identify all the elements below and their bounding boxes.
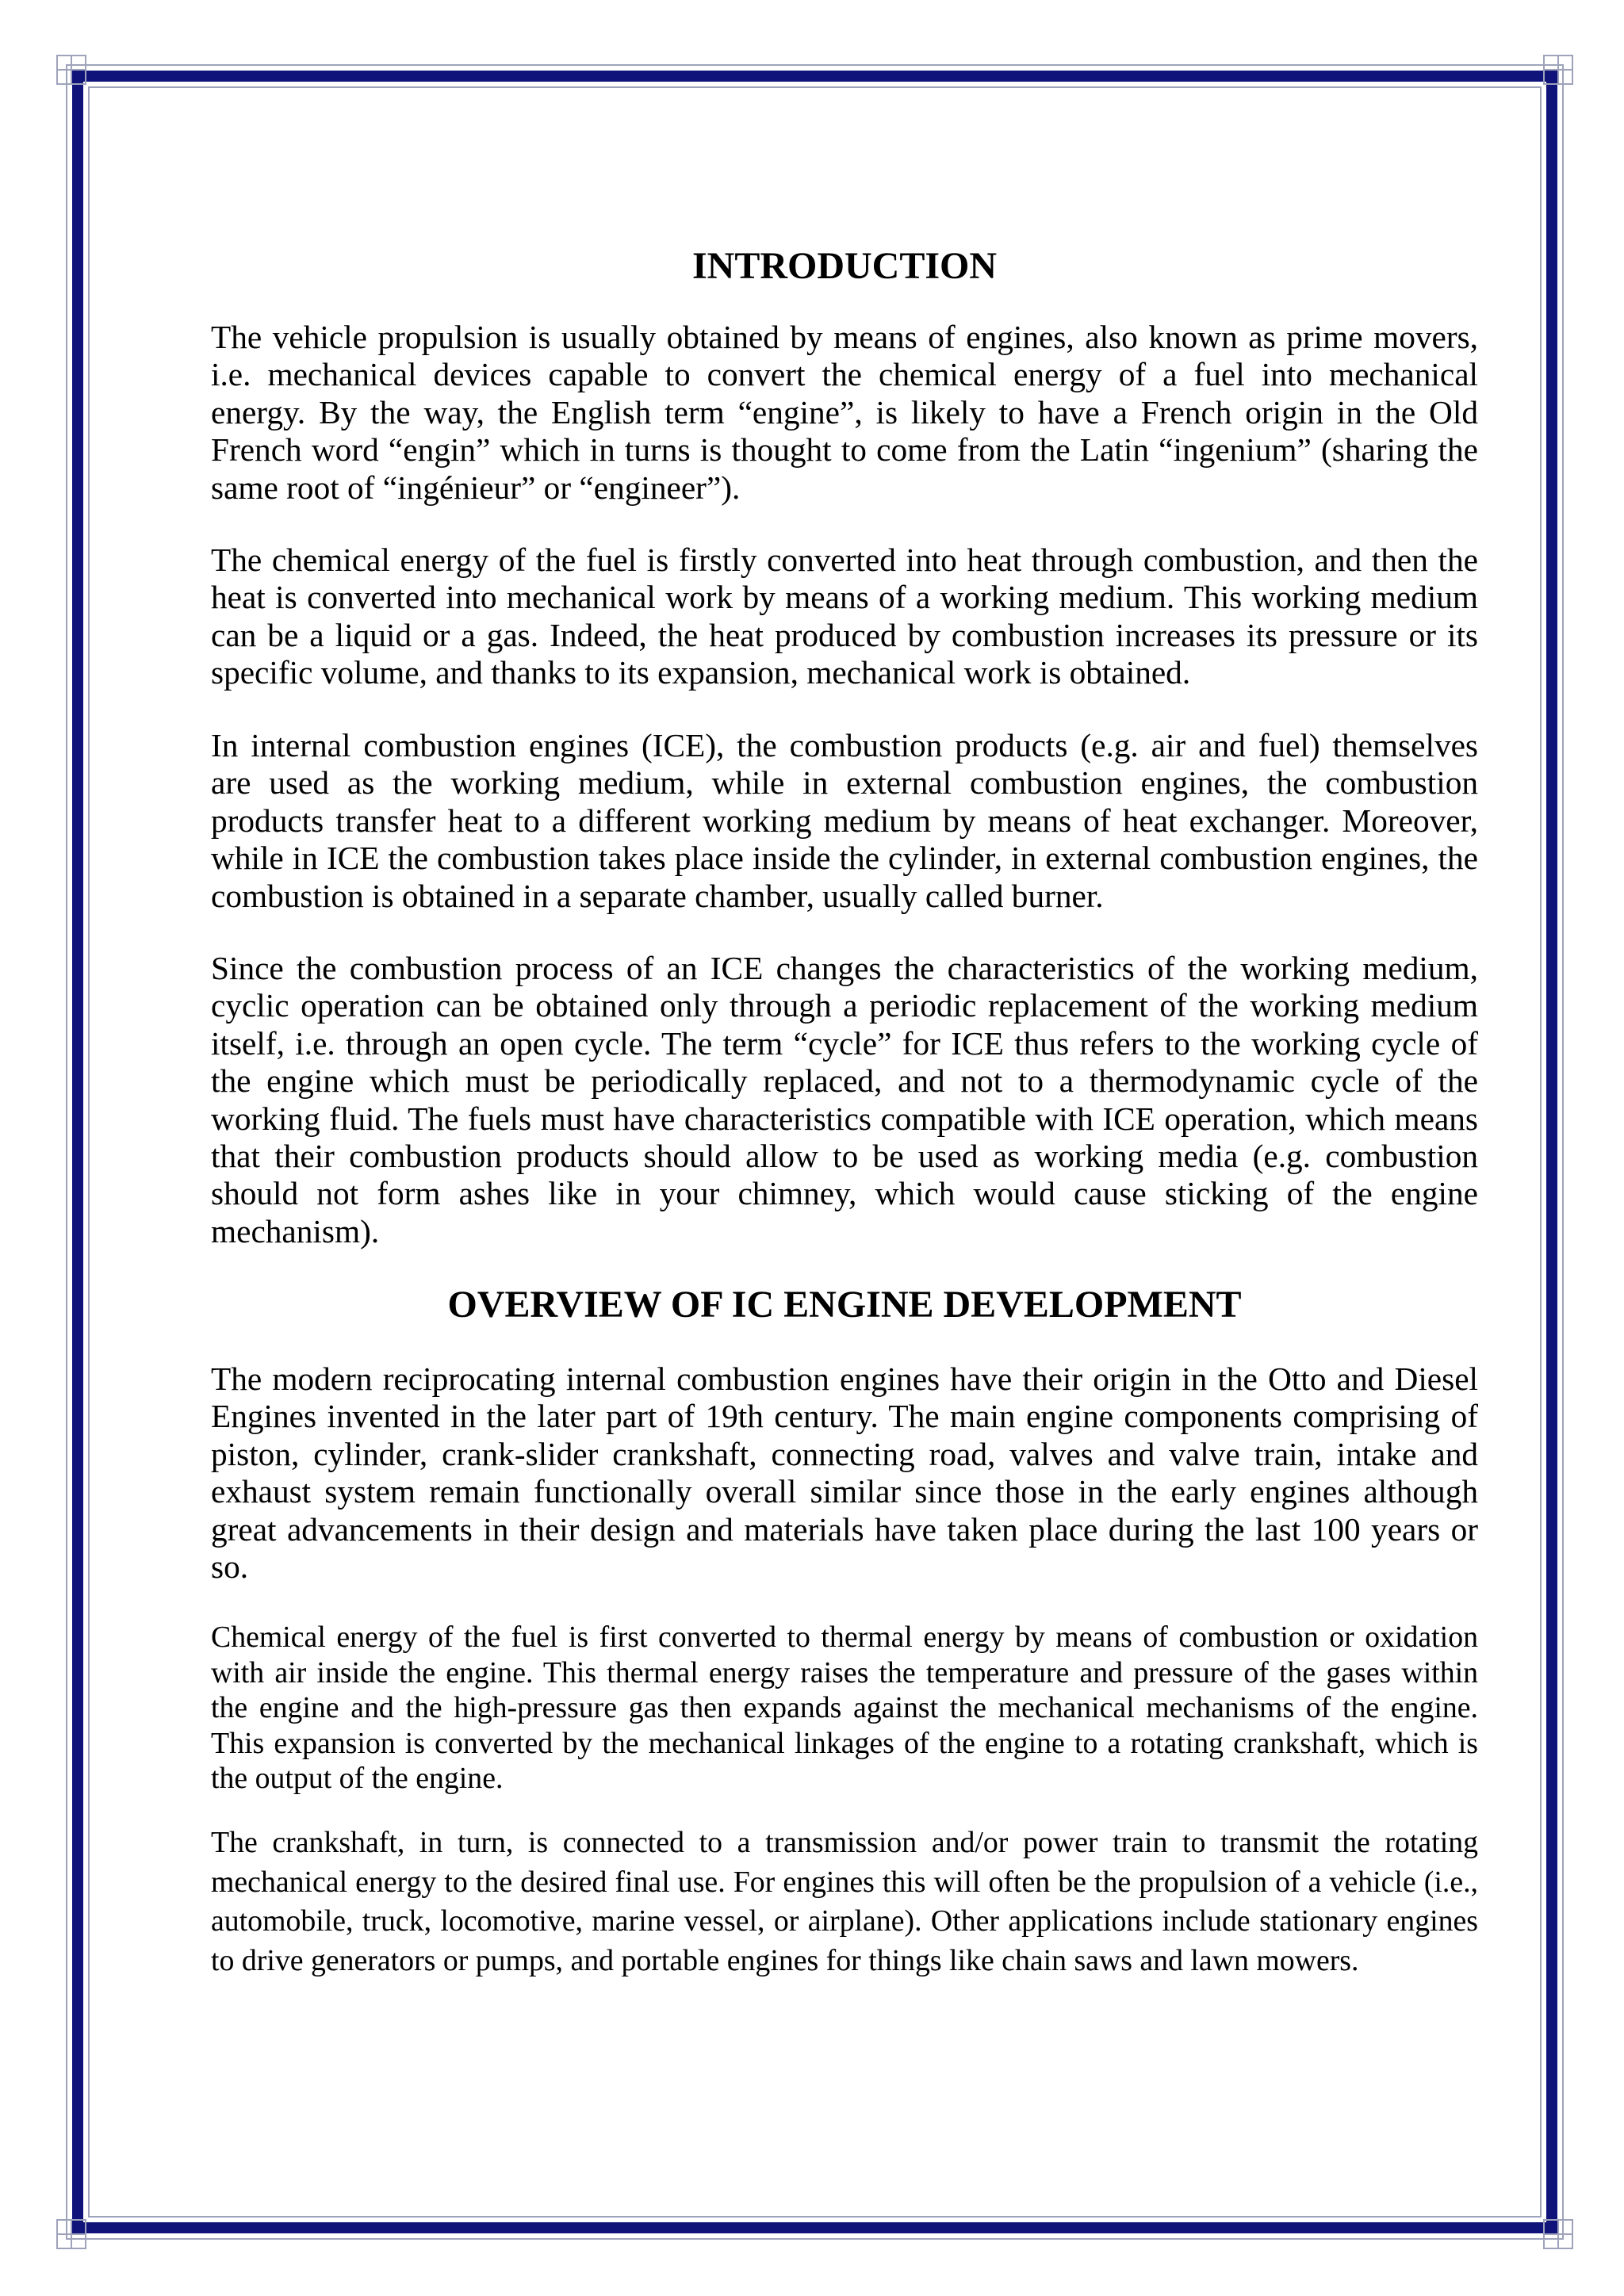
- text-line: The chemical energy of the fuel is firstly converted into heat through combustion, and then the: [211, 541, 1478, 578]
- text-line: exhaust system remain functionally overall similar since those in the early engines although: [211, 1473, 1478, 1510]
- text-line: automobile, truck, locomotive, marine vessel, or airplane). Other applications include stationary engines: [211, 1904, 1478, 1938]
- text-line: combustion is obtained in a separate chamber, usually called burner.: [211, 877, 1104, 914]
- intro-paragraph-2: [211, 541, 1478, 692]
- intro-paragraph-3: [211, 727, 1478, 915]
- text-line: so.: [211, 1548, 249, 1586]
- overview-paragraph-2: [211, 1620, 1478, 1797]
- text-line: products transfer heat to a different working medium by means of heat exchanger. Moreover,: [211, 802, 1478, 839]
- text-line: the engine and the high-pressure gas then expands against the mechanical mechanisms of the engine.: [211, 1691, 1478, 1725]
- text-line: The crankshaft, in turn, is connected to a transmission and/or power train to transmit the rotating: [211, 1826, 1478, 1859]
- section-title-overview: OVERVIEW OF IC ENGINE DEVELOPMENT: [447, 1284, 1242, 1326]
- text-line: energy. By the way, the English term “engine”, is likely to have a French origin in the Old: [211, 393, 1478, 430]
- text-line: that their combustion products should allow to be used as working media (e.g. combustion: [211, 1138, 1478, 1175]
- overview-paragraph-3: [211, 1823, 1478, 1980]
- text-line: should not form ashes like in your chimney, which would cause sticking of the engine: [211, 1175, 1478, 1212]
- text-line: itself, i.e. through an open cycle. The term “cycle” for ICE thus refers to the working cycle of: [211, 1024, 1478, 1062]
- text-line: with air inside the engine. This thermal energy raises the temperature and pressure of the gases within: [211, 1655, 1478, 1689]
- text-line: mechanism).: [211, 1212, 380, 1249]
- text-line: The modern reciprocating internal combustion engines have their origin in the Otto and Diesel: [211, 1360, 1478, 1397]
- intro-paragraph-1: [211, 319, 1478, 507]
- text-line: to drive generators or pumps, and portable engines for things like chain saws and lawn mowers.: [211, 1943, 1359, 1977]
- text-line: Since the combustion process of an ICE changes the characteristics of the working medium,: [211, 950, 1478, 986]
- text-line: Chemical energy of the fuel is first converted to thermal energy by means of combustion or oxidation: [211, 1621, 1478, 1654]
- overview-paragraph-1: [211, 1360, 1478, 1586]
- section-title-introduction: INTRODUCTION: [691, 245, 998, 287]
- text-line: can be a liquid or a gas. Indeed, the heat produced by combustion increases its pressure or its: [211, 616, 1478, 653]
- text-line: French word “engin” which in turns is thought to come from the Latin “ingenium” (sharing the: [211, 431, 1478, 469]
- text-line: heat is converted into mechanical work by means of a working medium. This working medium: [211, 579, 1478, 616]
- text-line: great advancements in their design and materials have taken place during the last 100 years or: [211, 1510, 1478, 1548]
- text-line: The vehicle propulsion is usually obtained by means of engines, also known as prime movers,: [211, 319, 1478, 355]
- text-line: while in ICE the combustion takes place inside the cylinder, in external combustion engines, the: [211, 840, 1478, 877]
- text-line: piston, cylinder, crank-slider crankshaft, connecting road, valves and valve train, intake and: [211, 1435, 1478, 1472]
- text-line: Engines invented in the later part of 19th century. The main engine components comprising of: [211, 1398, 1478, 1435]
- text-line: mechanical energy to the desired final use. For engines this will often be the propulsion of a vehicle (i.e.,: [211, 1865, 1478, 1899]
- text-line: This expansion is converted by the mechanical linkages of the engine to a rotating crankshaft, which is: [211, 1726, 1478, 1760]
- text-line: are used as the working medium, while in external combustion engines, the combustion: [211, 764, 1478, 802]
- text-line: cyclic operation can be obtained only through a periodic replacement of the working medium: [211, 987, 1478, 1024]
- text-line: i.e. mechanical devices capable to convert the chemical energy of a fuel into mechanical: [211, 356, 1478, 393]
- intro-paragraph-4: [211, 950, 1478, 1250]
- text-line: the engine which must be periodically replaced, and not to a thermodynamic cycle of the: [211, 1062, 1478, 1100]
- text-line: same root of “ingénieur” or “engineer”).: [211, 469, 741, 506]
- text-line: specific volume, and thanks to its expansion, mechanical work is obtained.: [211, 654, 1191, 691]
- text-line: In internal combustion engines (ICE), the combustion products (e.g. air and fuel) themselves: [211, 727, 1478, 763]
- text-line: the output of the engine.: [211, 1762, 504, 1796]
- text-line: working fluid. The fuels must have characteristics compatible with ICE operation, which means: [211, 1100, 1478, 1137]
